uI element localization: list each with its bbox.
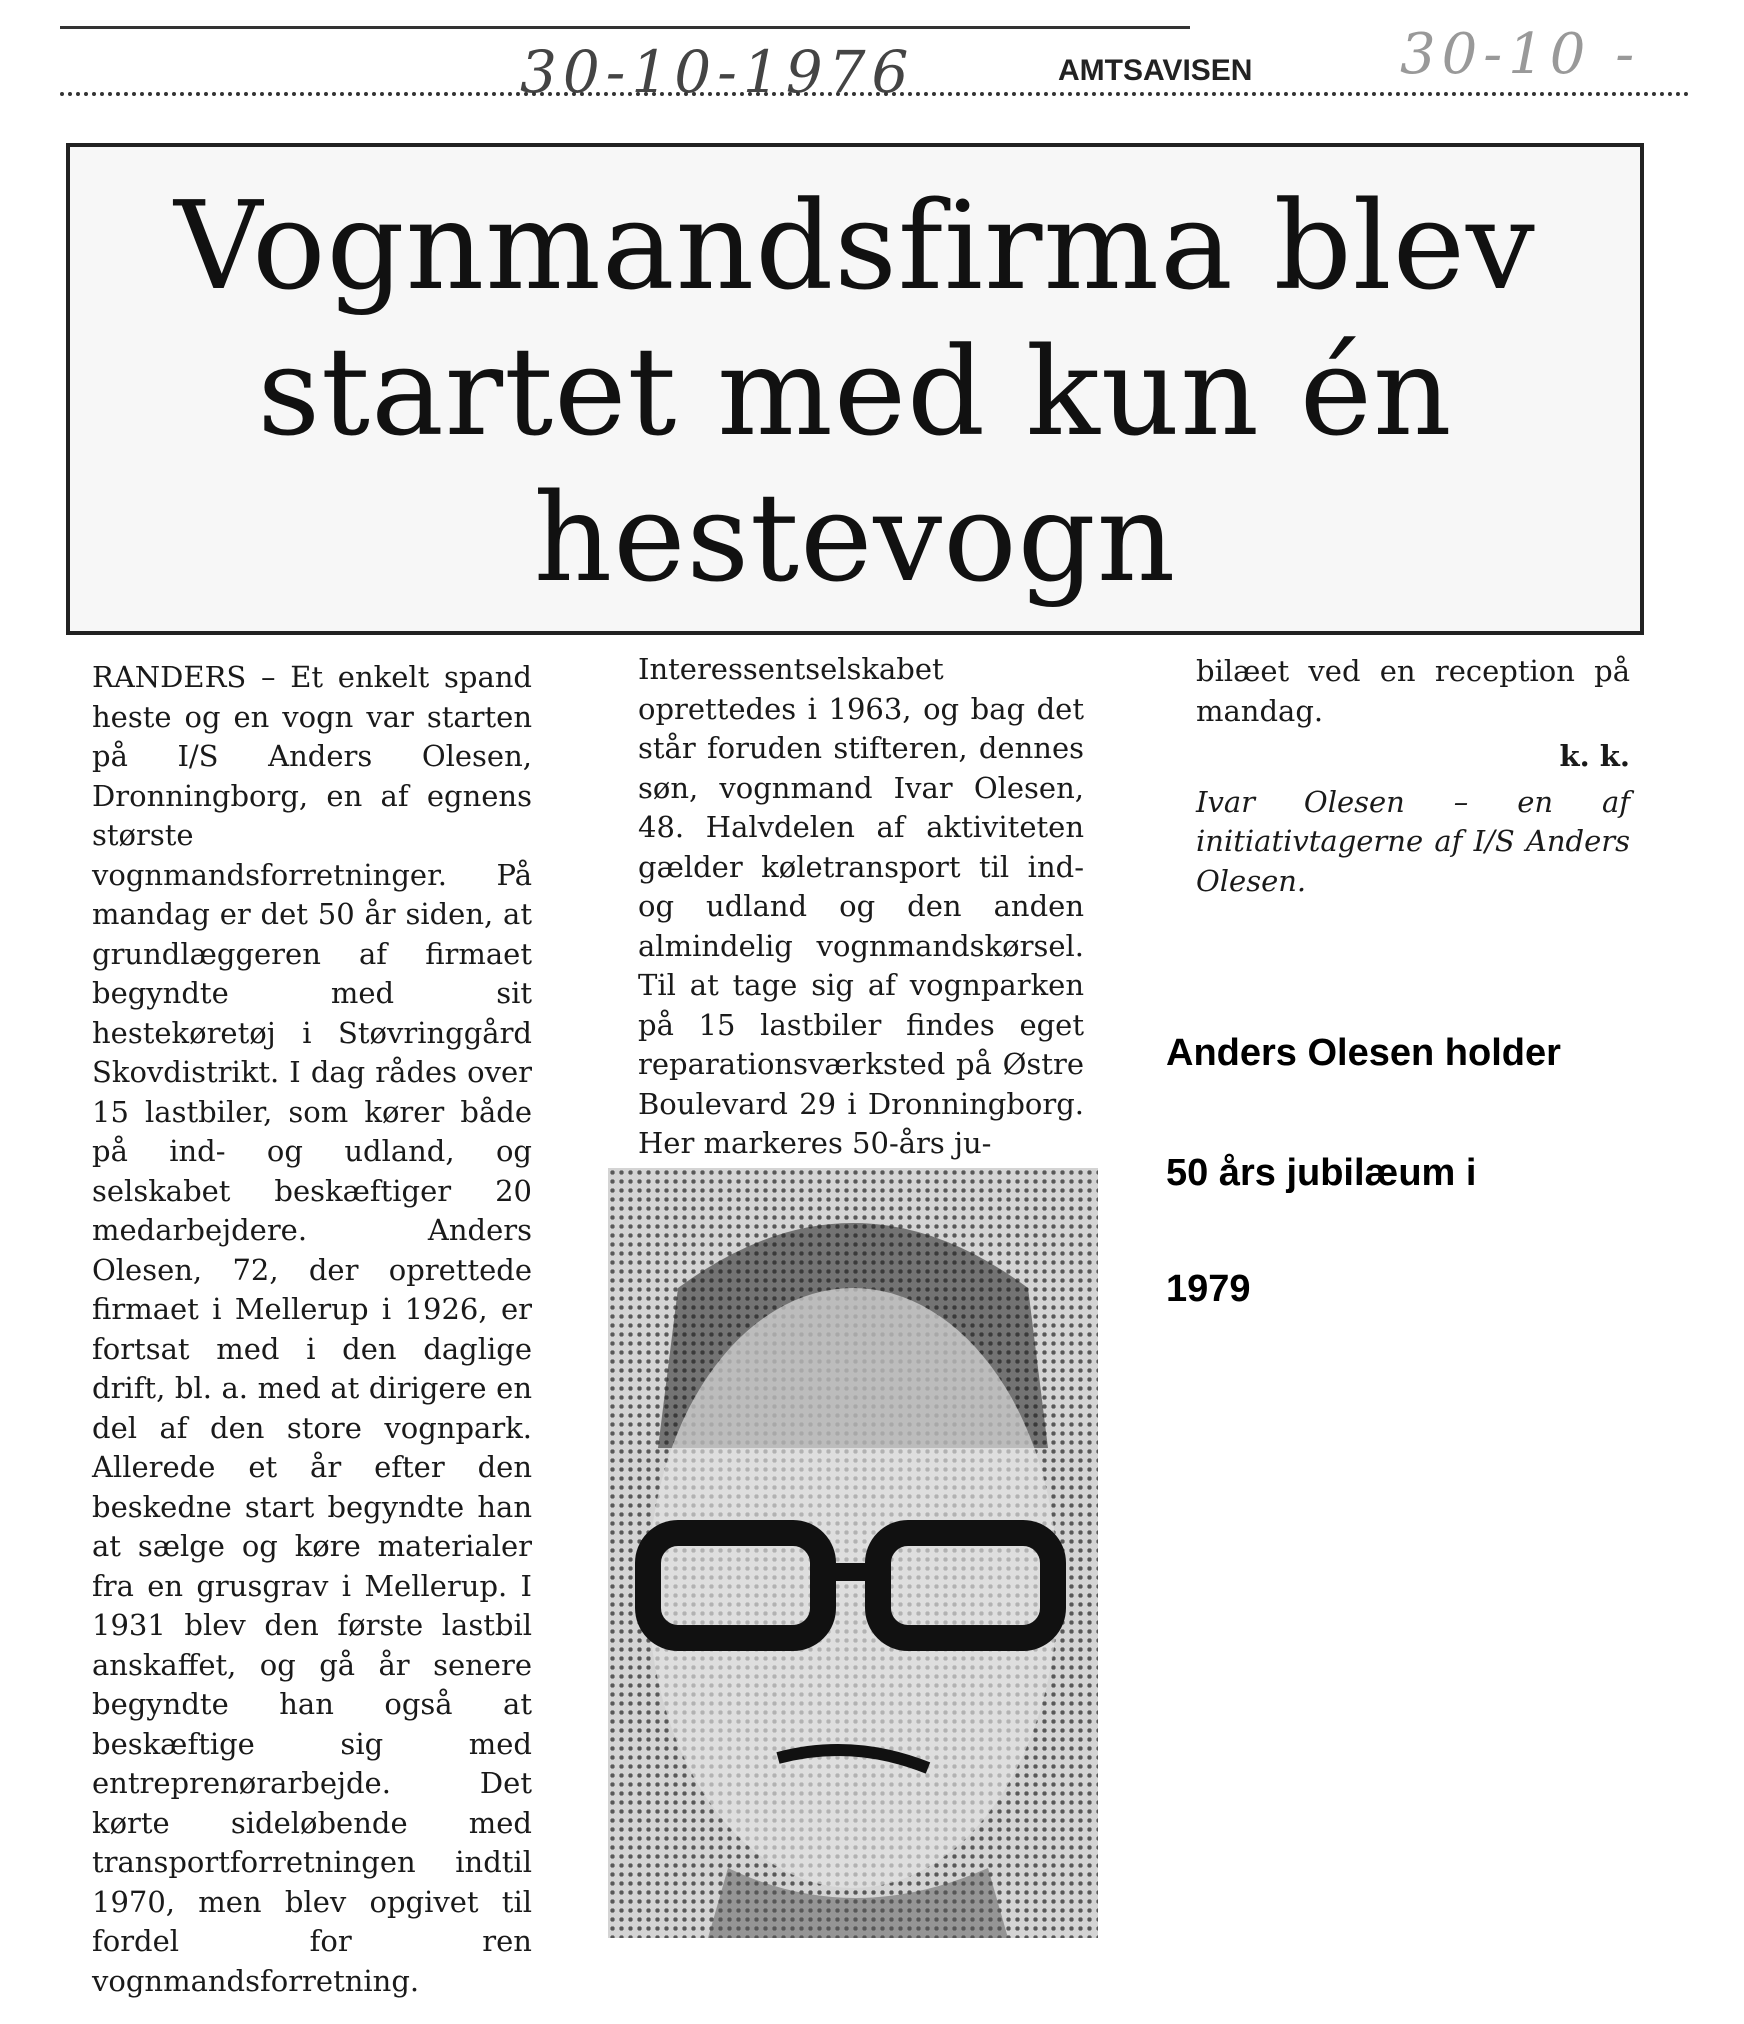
photo-caption: Ivar Olesen – en af initiativtagerne af I/S Anders Olesen.	[1196, 784, 1630, 898]
annotation-line-3: 1979	[1166, 1268, 1251, 1310]
annotation-line-1: Anders Olesen holder	[1166, 1032, 1561, 1074]
article-column-3-text: bilæet ved en reception på mandag.	[1196, 654, 1630, 728]
article-column-2: Interessentselskabet oprettedes i 1963, og bag det står foruden stifteren, dennes søn, vognmand Ivar Olesen, 48. Halvdelen af aktiviteten gælder køletransport til ind- og udland og den anden almindelig vognmandskørsel. Til at tage sig af vognparken på 15 lastbiler findes eget reparationsværksted på Østre Boulevard 29 i Dronningborg. Her markeres 50-års ju-	[638, 652, 1084, 1160]
article-column-1: RANDERS – Et enkelt spand heste og en vogn var starten på I/S Anders Olesen, Dronningborg, en af egnens største vognmandsforretninger. På mandag er det 50 år siden, at grundlæggeren af firmaet begyndte med sit hestekøretøj i Støvringgård Skovdistrikt. I dag rådes over 15 lastbiler, som kører både på ind- og udland, og selskabet beskæftiger 20 medarbejdere. Anders Olesen, 72, der oprettede firmaet i Mellerup i 1926, er fortsat med i den daglige drift, bl. a. med at dirigere en del af den store vognpark. Allerede et år efter den beskedne start begyndte han at sælge og køre materialer fra en grusgrav i Mellerup. I 1931 blev den første lastbil anskaffet, og gå år senere begyndte han også at beskæftige sig med entreprenørarbejde. Det kørte sideløbende med transportforretningen indtil 1970, men blev opgivet til fordel for ren vognmandsforretning.	[92, 660, 532, 1998]
headline-box	[66, 143, 1644, 635]
wavy-divider	[60, 92, 1690, 106]
portrait-silhouette-icon	[608, 1168, 1098, 1938]
article-column-3	[1196, 652, 1630, 901]
handwritten-date: 30-10-1976	[520, 38, 915, 106]
author-signature: k. k.	[1559, 739, 1630, 773]
newspaper-name: AMTSAVISEN	[1058, 54, 1253, 87]
top-torn-edge	[60, 4, 1190, 29]
annotation-line-2: 50 års jubilæum i	[1166, 1152, 1477, 1194]
headline: Vognmandsfirma blev startet med kun én hestevogn	[174, 175, 1536, 609]
portrait-photo	[608, 1168, 1098, 1938]
handwritten-date-faded: 30-10 -	[1400, 22, 1641, 87]
